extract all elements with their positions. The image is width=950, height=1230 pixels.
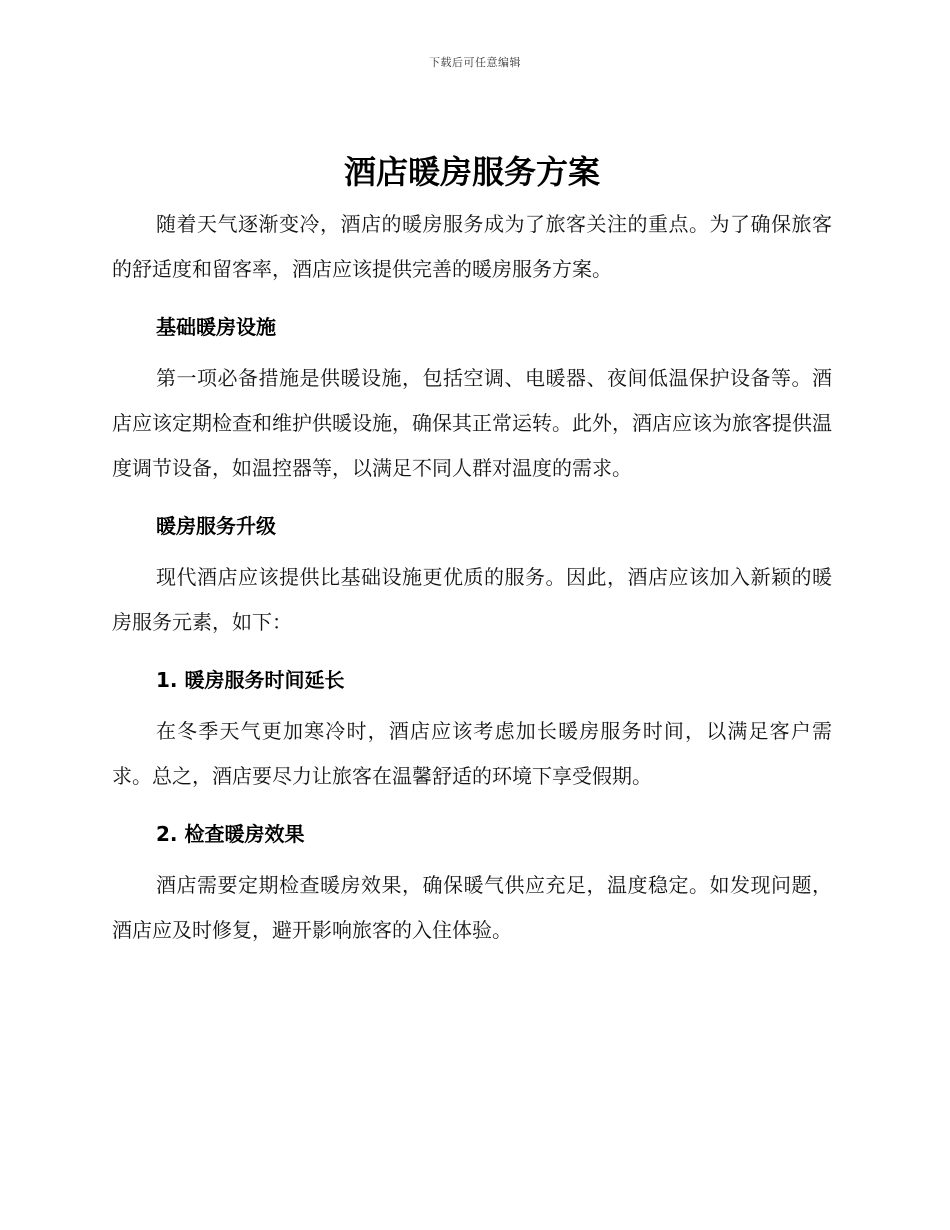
document-title: 酒店暖房服务方案 [343, 153, 600, 191]
section-paragraph-basic-facilities: 第一项必备措施是供暖设施，包括空调、电暖器、夜间低温保护设备等。酒店应该定期检查和维护供暖设施，确保其正常运转。此外，酒店应该为旅客提供温度调节设备，如温控器等，以满足不同人群对温度的需求。 [112, 366, 832, 480]
intro-paragraph: 随着天气逐渐变冷，酒店的暖房服务成为了旅客关注的重点。为了确保旅客的舒适度和留客率，酒店应该提供完善的暖房服务方案。 [112, 212, 832, 281]
header-note: 下载后可任意编辑 [429, 56, 521, 69]
section-heading-check-effect: 2. 检查暖房效果 [156, 822, 305, 846]
document-body [112, 148, 832, 953]
section-paragraph-extended-hours: 在冬季天气更加寒冷时，酒店应该考虑加长暖房服务时间，以满足客户需求。总之，酒店要尽力让旅客在温馨舒适的环境下享受假期。 [112, 719, 832, 788]
section-heading-service-upgrade: 暖房服务升级 [156, 514, 276, 538]
section-heading-basic-facilities: 基础暖房设施 [156, 315, 276, 339]
section-paragraph-service-upgrade: 现代酒店应该提供比基础设施更优质的服务。因此，酒店应该加入新颖的暖房服务元素，如下： [112, 565, 832, 634]
section-heading-extended-hours: 1. 暖房服务时间延长 [156, 668, 345, 692]
section-paragraph-check-effect: 酒店需要定期检查暖房效果，确保暖气供应充足，温度稳定。如发现问题，酒店应及时修复，避开影响旅客的入住体验。 [112, 873, 832, 942]
